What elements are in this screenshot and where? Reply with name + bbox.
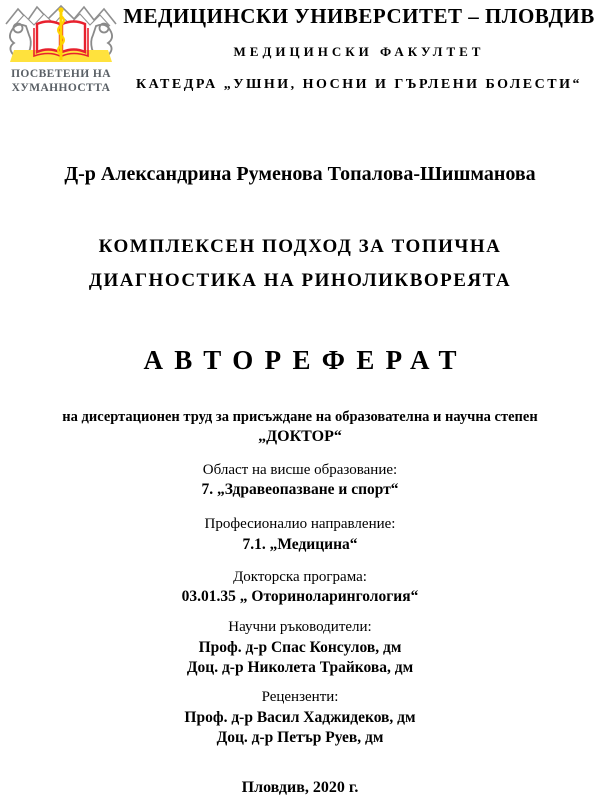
city-and-year: Пловдив, 2020 г. (241, 779, 359, 796)
professional-field-label: Професионалио направление: (204, 516, 396, 532)
emblem-graphic-icon (4, 2, 118, 66)
supervisors-label: Научни ръководители: (228, 619, 372, 635)
degree-name: „ДОКТОР“ (258, 428, 342, 445)
university-name: МЕДИЦИНСКИ УНИВЕРСИТЕТ – ПЛОВДИВ (123, 4, 595, 28)
doctoral-program-value: 03.01.35 „ Оториноларингология“ (181, 588, 419, 605)
motto-line-2: ХУМАННОСТТА (11, 82, 111, 94)
reviewers-label: Рецензенти: (261, 689, 339, 705)
motto-line-1: ПОСВЕТЕНИ НА (11, 68, 111, 80)
author-name: Д-р Александрина Руменова Топалова-Шишманова (64, 163, 536, 185)
reviewer-1: Проф. д-р Васил Хаджидеков, дм (184, 709, 416, 726)
education-area-label: Област на висше образование: (202, 462, 398, 478)
doctoral-program-label: Докторска програма: (233, 569, 367, 585)
professional-field-value: 7.1. „Медицина“ (242, 536, 358, 553)
education-area-value: 7. „Здравеопазване и спорт“ (201, 481, 399, 498)
thesis-title-line-1: КОМПЛЕКСЕН ПОДХОД ЗА ТОПИЧНА (98, 236, 502, 257)
document-type-heading: АВТОРЕФЕРАТ (143, 345, 468, 375)
thesis-statement: на дисертационен труд за присъждане на образователна и научна степен (62, 409, 538, 425)
university-emblem (2, 2, 120, 95)
faculty-name: МЕДИЦИНСКИ ФАКУЛТЕТ (233, 44, 485, 59)
supervisor-1: Проф. д-р Спас Консулов, дм (198, 639, 402, 656)
emblem-motto (2, 67, 120, 95)
thesis-title-line-2: ДИАГНОСТИКА НА РИНОЛИКВОРЕЯТА (88, 270, 512, 291)
department-name: КАТЕДРА „УШНИ, НОСНИ И ГЪРЛЕНИ БОЛЕСТИ“ (136, 77, 582, 92)
supervisor-2: Доц. д-р Николета Трайкова, дм (186, 659, 414, 676)
reviewer-2: Доц. д-р Петър Руев, дм (216, 729, 384, 746)
